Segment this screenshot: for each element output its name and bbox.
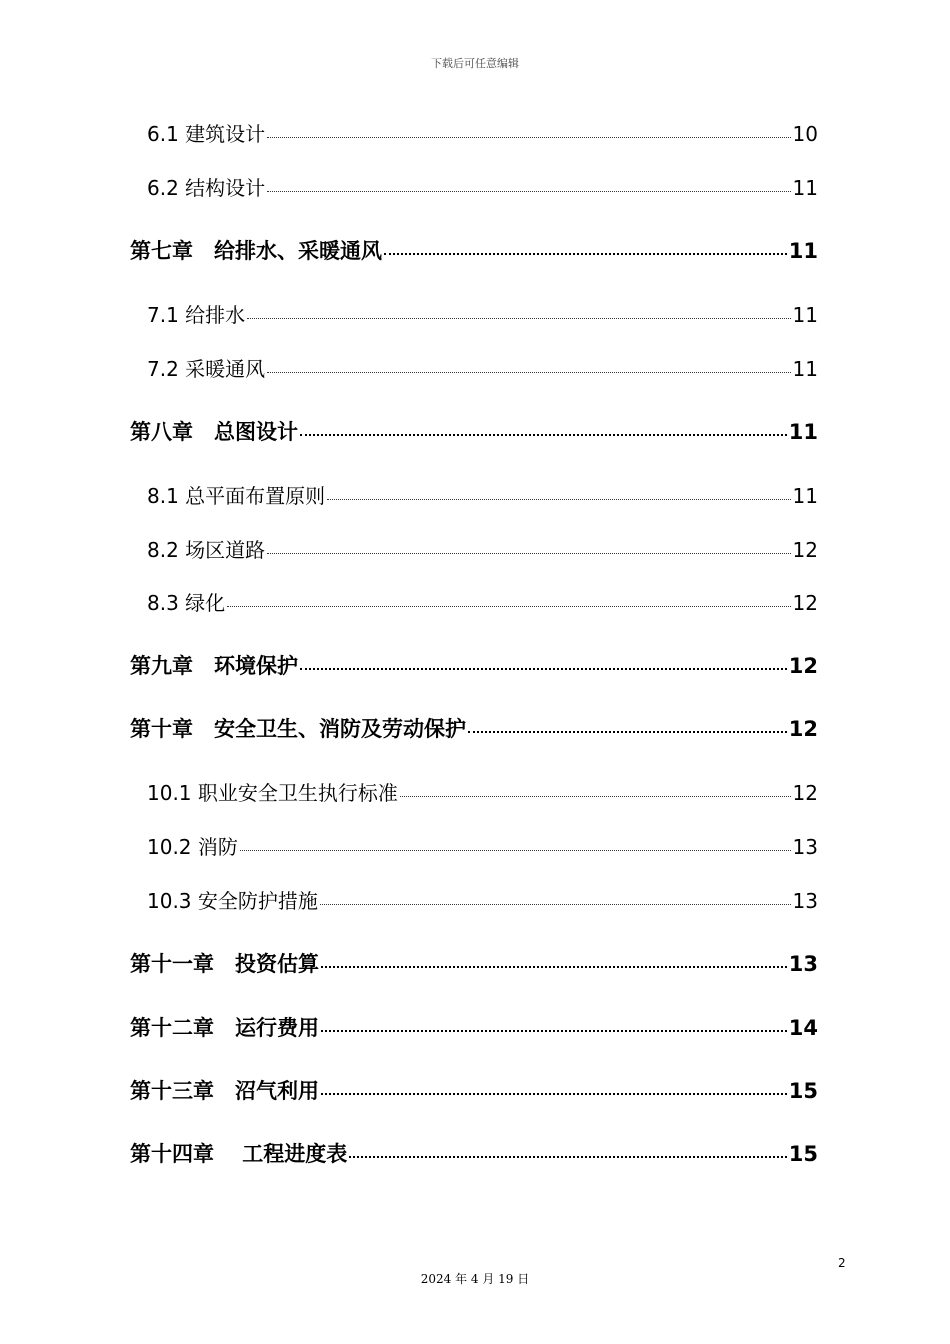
dot-leader: [267, 190, 790, 192]
toc-chapter-page: 15: [788, 1079, 818, 1103]
toc-entry-label: 10.2 消防: [147, 835, 238, 859]
toc-entry-page: 12: [792, 591, 818, 615]
toc-entry[interactable]: [130, 777, 818, 806]
toc-entry-page: 11: [792, 303, 818, 327]
toc-entry-label: 6.2 结构设计: [147, 176, 266, 200]
toc-chapter-label: 第七章 给排水、采暖通风: [130, 239, 382, 263]
dot-leader: [300, 667, 787, 670]
toc-entry-page: 12: [792, 781, 818, 805]
toc-entry[interactable]: [130, 480, 818, 509]
toc-entry[interactable]: [130, 885, 818, 914]
toc-entry-label: 7.1 给排水: [147, 303, 246, 327]
toc-entry-label: 10.1 职业安全卫生执行标准: [147, 781, 398, 805]
toc-entry[interactable]: [130, 299, 818, 328]
toc-entry-page: 10: [792, 122, 818, 146]
dot-leader: [384, 252, 787, 255]
toc-chapter-label: 第十章 安全卫生、消防及劳动保护: [130, 717, 466, 741]
toc-chapter-page: 11: [788, 420, 818, 444]
dot-leader: [227, 605, 790, 607]
dot-leader: [321, 1029, 787, 1032]
toc-chapter[interactable]: [130, 235, 818, 265]
toc-chapter[interactable]: [130, 650, 818, 680]
toc-chapter[interactable]: [130, 948, 818, 978]
dot-leader: [400, 795, 791, 797]
toc-entry[interactable]: [130, 831, 818, 860]
toc-entry-label: 10.3 安全防护措施: [147, 889, 318, 913]
toc-chapter-label: 第十四章 工程进度表: [130, 1142, 348, 1166]
toc-entry-page: 11: [792, 357, 818, 381]
toc-entry-page: 11: [792, 176, 818, 200]
toc-entry[interactable]: [130, 534, 818, 563]
dot-leader: [320, 903, 791, 905]
page-header: 下载后可任意编辑: [431, 57, 519, 70]
toc-entry-page: 13: [792, 889, 818, 913]
toc-chapter[interactable]: [130, 1075, 818, 1105]
toc-entry-label: 8.2 场区道路: [147, 538, 266, 562]
dot-leader: [267, 552, 790, 554]
dot-leader: [468, 730, 787, 733]
toc-entry[interactable]: [130, 587, 818, 616]
dot-leader: [327, 498, 790, 500]
toc-chapter-page: 13: [788, 952, 818, 976]
toc-chapter[interactable]: [130, 1138, 818, 1168]
page-footer-date: 2024 年 4 月 19 日: [420, 1272, 530, 1286]
toc-chapter-page: 11: [788, 239, 818, 263]
dot-leader: [321, 1092, 787, 1095]
toc-entry-page: 12: [792, 538, 818, 562]
toc-chapter[interactable]: [130, 416, 818, 446]
toc-chapter-label: 第十一章 投资估算: [130, 952, 319, 976]
toc-entry-label: 8.3 绿化: [147, 591, 226, 615]
toc-chapter[interactable]: [130, 713, 818, 743]
page-number: 2: [838, 1256, 846, 1270]
dot-leader: [247, 317, 790, 319]
toc-entry-label: 8.1 总平面布置原则: [147, 484, 326, 508]
dot-leader: [321, 965, 787, 968]
toc-chapter[interactable]: [130, 1012, 818, 1042]
toc-entry[interactable]: [130, 118, 818, 147]
toc-chapter-label: 第十三章 沼气利用: [130, 1079, 319, 1103]
toc-chapter-page: 15: [788, 1142, 818, 1166]
dot-leader: [300, 433, 787, 436]
toc-chapter-page: 12: [788, 654, 818, 678]
dot-leader: [240, 849, 791, 851]
toc-entry[interactable]: [130, 353, 818, 382]
toc-entry-page: 11: [792, 484, 818, 508]
dot-leader: [267, 371, 790, 373]
toc-entry-label: 7.2 采暖通风: [147, 357, 266, 381]
dot-leader: [267, 136, 790, 138]
toc-chapter-label: 第九章 环境保护: [130, 654, 298, 678]
toc-chapter-page: 14: [788, 1016, 818, 1040]
toc-entry-page: 13: [792, 835, 818, 859]
toc-entry[interactable]: [130, 172, 818, 201]
toc-chapter-label: 第十二章 运行费用: [130, 1016, 319, 1040]
dot-leader: [349, 1155, 786, 1158]
toc-chapter-page: 12: [788, 717, 818, 741]
toc-chapter-label: 第八章 总图设计: [130, 420, 298, 444]
toc-entry-label: 6.1 建筑设计: [147, 122, 266, 146]
